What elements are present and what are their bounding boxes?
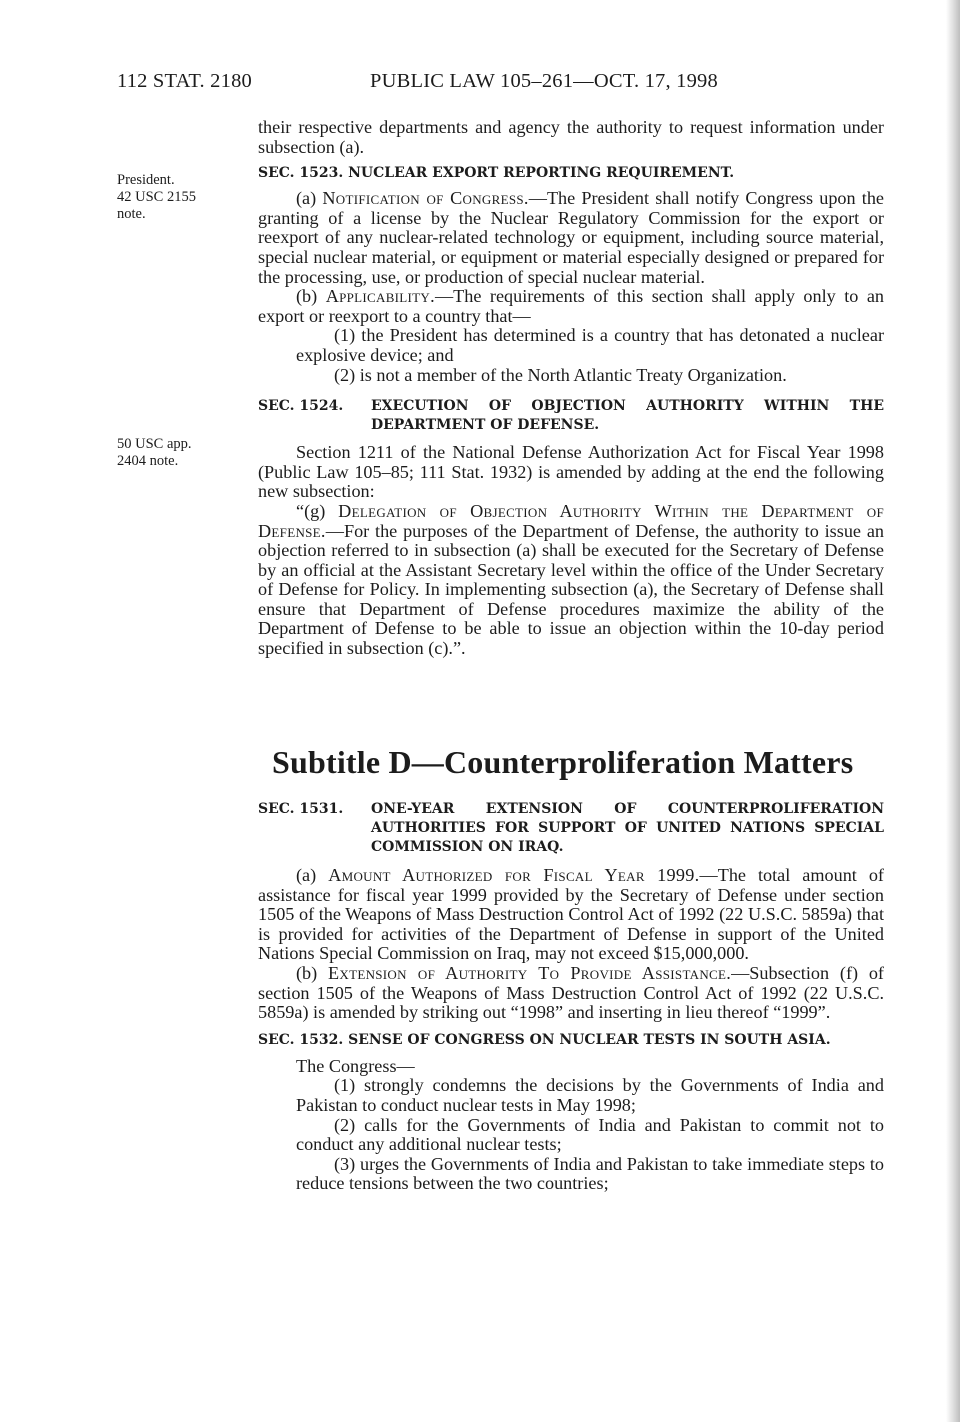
section-1523-b: (b) Applicability.—The requirements of this section shall apply only to an export or reexport to a country that— [258, 286, 884, 326]
section-1524-subsection-g: “(g) Delegation of Objection Authority Within the Department of Defense.—For the purposes of the Department of Defense, the authority to issue an objection referred to in subsection (a) shall be executed for the Secretary of Defense by an official at the Assistant Secretary level within the office of the Under Secretary of Defense for Policy. In implementing subsection (a), the Secretary of Defense shall ensure that Department of Defense procedures maximize the ability of the Department of Defense to be able to issue an objection within the 10-day period specified in subsection (c).”. [258, 500, 884, 659]
section-1531-heading: SEC. 1531. ONE-YEAR EXTENSION OF COUNTERPROLIFERATION AUTHORITIES FOR SUPPORT OF UNITED NATIONS SPECIAL COMMISSION ON IRAQ. [258, 801, 884, 855]
margin-note-usc-app: 50 USC app. 2404 note. [117, 436, 192, 469]
section-1531-a: (a) Amount Authorized for Fiscal Year 1999.—The total amount of assistance for fiscal year 1999 provided by the Secretary of Defense under section 1505 of the Weapons of Mass Destruction Control Act of 1992 (22 U.S.C. 5859a) that is provided for activities of the Department of Defense in support of the United Nations Special Commission on Iraq, may not exceed $15,000,000. [258, 865, 884, 964]
section-1532-heading: SEC. 1532. SENSE OF CONGRESS ON NUCLEAR TESTS IN SOUTH ASIA. [258, 1031, 831, 1048]
margin-note-president: President. 42 USC 2155 note. [117, 172, 196, 222]
section-1523-b1: (1) the President has determined is a country that has detonated a nuclear explosive device; and [296, 325, 884, 365]
body-lower [258, 800, 884, 1194]
running-title: PUBLIC LAW 105–261—OCT. 17, 1998 [370, 70, 718, 92]
section-1524-heading: SEC. 1524. EXECUTION OF OBJECTION AUTHORITY WITHIN THE DEPARTMENT OF DEFENSE. [258, 398, 884, 434]
page-reference: 112 STAT. 2180 [117, 70, 252, 92]
section-1531-b: (b) Extension of Authority To Provide Assistance.—Subsection (f) of section 1505 of the Weapons of Mass Destruction Control Act of 1992 (22 U.S.C. 5859a) is amended by striking out “1998” and inserting in lieu thereof “1999”. [258, 962, 884, 1023]
carryover-paragraph: their respective departments and agency the authority to request information under subsection (a). [258, 117, 884, 157]
section-1524-paragraph: Section 1211 of the National Defense Authorization Act for Fiscal Year 1998 (Public Law 105–85; 111 Stat. 1932) is amended by adding at the end the following new subsection: [258, 442, 884, 502]
running-header [117, 70, 900, 98]
section-1523-heading: SEC. 1523. NUCLEAR EXPORT REPORTING REQUIREMENT. [258, 165, 735, 182]
section-1532-item-1: (1) strongly condemns the decisions by the Governments of India and Pakistan to conduct nuclear tests in May 1998; [296, 1075, 884, 1115]
section-1532-intro: The Congress— [296, 1055, 415, 1076]
section-1532-item-3: (3) urges the Governments of India and Pakistan to take immediate steps to reduce tensions between the two countries; [296, 1153, 884, 1194]
section-1523-b2: (2) is not a member of the North Atlantic Treaty Organization. [334, 364, 787, 385]
section-1532-item-2: (2) calls for the Governments of India and Pakistan to commit not to conduct any additional nuclear tests; [296, 1114, 884, 1155]
body-upper [258, 118, 884, 659]
section-1523-a: (a) Notification of Congress.—The President shall notify Congress upon the granting of a license by the Nuclear Regulatory Commission for the export or reexport of any nuclear-related technology or equipment, including source material, special nuclear material, or equipment or material especially designed or prepared for the processing, use, or production of special nuclear material. [258, 188, 884, 287]
binding-gutter-shadow [946, 0, 960, 1422]
subtitle-heading: Subtitle D—Counterproliferation Matters [272, 744, 854, 780]
